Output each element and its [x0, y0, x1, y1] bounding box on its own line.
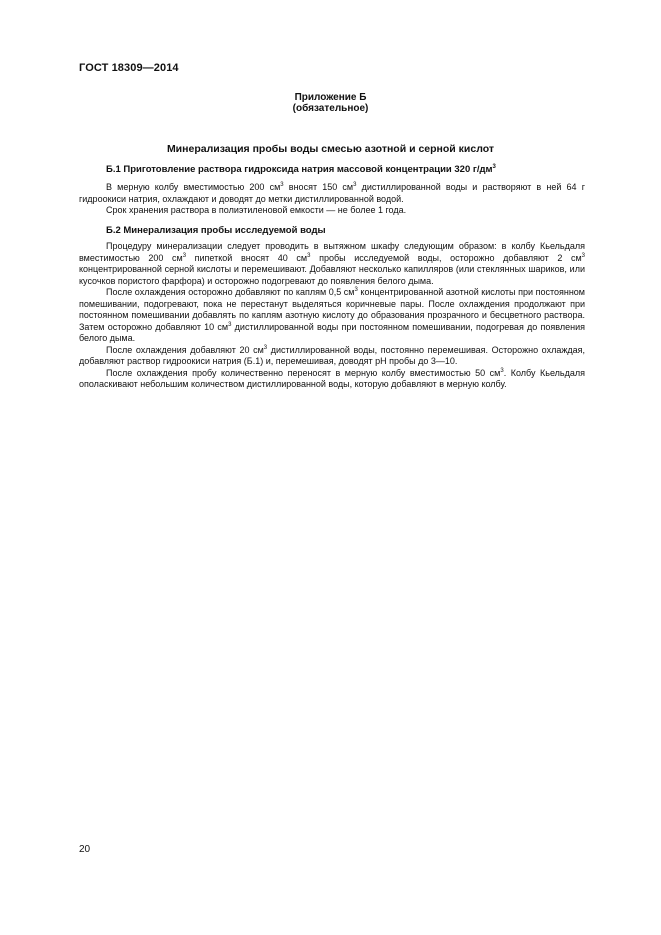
section-b1-body: [79, 182, 585, 217]
section-b1-heading-sup: 3: [492, 163, 496, 170]
text-run: В мерную колбу вместимостью 200 см: [106, 182, 281, 192]
text-run: После охлаждения осторожно добавляют по каплям 0,5 см: [106, 287, 355, 297]
appendix-note: (обязательное): [292, 103, 369, 114]
superscript: 3: [581, 252, 585, 259]
text-run: концентрированной азотной кислоты при постоянном помешивании, подогревают, пока не перестанут выделяться коричневые пары. После охлаждения продолжают при постоянном помешивании добавлять по каплям азотную кислоту до образования прозрачного и бесцветного раствора. Затем осторожно добавляют 10 см: [79, 287, 585, 332]
standard-header: ГОСТ 18309—2014: [79, 62, 179, 74]
section-b1-heading: [106, 164, 496, 175]
text-run: дистиллированной воды и растворяют в ней 64 г гидроокиси натрия, охлаждают и доводят до метки дистиллированной водой.: [79, 182, 585, 204]
text-run: дистиллированной воды, постоянно перемешивая. Осторожно охлаждая, добавляют раствор гидроокиси натрия (Б.1) и, перемешивая, доводят рН пробы до 3—10.: [79, 344, 585, 366]
superscript: 3: [182, 252, 187, 259]
text-run: Процедуру минерализации следует проводить в вытяжном шкафу следующим образом: в колбу Кьельдаля вместимостью 200 см: [79, 241, 585, 263]
section-b2-body: [79, 241, 585, 391]
section-b2-paragraph-1: [79, 241, 585, 287]
main-title: Минерализация пробы воды смесью азотной и серной кислот: [166, 143, 495, 155]
superscript: 3: [307, 252, 311, 259]
superscript: 3: [500, 367, 504, 374]
section-b1-paragraph-1: [79, 182, 585, 205]
section-b1-paragraph-2: Срок хранения раствора в полиэтиленовой емкости — не более 1 года.: [106, 205, 407, 215]
section-b2-paragraph-2: [79, 287, 585, 345]
page-number: 20: [79, 844, 91, 855]
section-b2-paragraph-3: [79, 345, 585, 368]
text-run: вносят 150 см: [283, 182, 354, 192]
superscript: 3: [280, 182, 284, 188]
appendix-title: Приложение Б: [294, 92, 367, 103]
text-run: После охлаждения добавляют 20 см: [106, 344, 264, 355]
text-run: . Колбу Кьельдаля ополаскивают небольшим количеством дистиллированной воды, которую добавляют в мерную колбу.: [79, 367, 585, 389]
superscript: 3: [353, 182, 357, 188]
superscript: 3: [354, 287, 358, 293]
superscript: 3: [263, 344, 268, 351]
section-b2-heading: Б.2 Минерализация пробы исследуемой воды: [106, 225, 326, 236]
text-run: дистиллированной воды при постоянном помешивании, подогревая до появления белого дыма.: [79, 321, 585, 343]
text-run: После охлаждения пробу количественно переносят в мерную колбу вместимостью 50 см: [106, 367, 501, 378]
text-run: концентрированной серной кислоты и перемешивают. Добавляют несколько капилляров (или стеклянных шариков, или кусочков пористого фарфора) и осторожно подогревают до появления белого дыма.: [79, 264, 585, 286]
section-b1-heading-text: Б.1 Приготовление раствора гидроксида натрия массовой концентрации 320 г/дм: [106, 164, 493, 175]
superscript: 3: [228, 321, 232, 328]
text-run: пробы исследуемой воды, осторожно добавляют 2 см: [310, 252, 582, 263]
text-run: пипеткой вносят 40 см: [186, 252, 308, 263]
section-b2-paragraph-4: [79, 368, 585, 391]
